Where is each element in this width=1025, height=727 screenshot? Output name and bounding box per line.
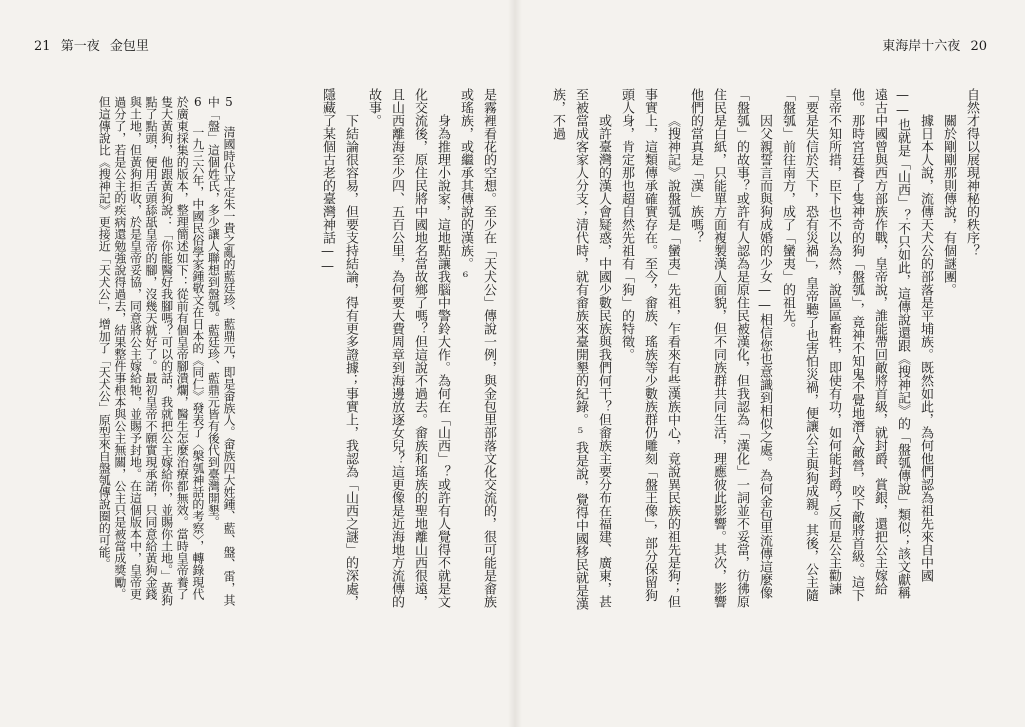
paragraph: 據日本人說，流傳天犬公的部落是平埔族。既然如此，為何他們認為祖先來自中國——也就是「山西」？不只如此，這傳說還跟《搜神記》的「盤瓠傳說」類似；該文獻稱遠古中國曾與西方部族作戰，皇帝說，誰能帶回敵將首級，就封爵、賞銀，還把公主嫁給他。那時宮廷養了隻神奇的狗「盤瓠」，竟神不知鬼不覺地潛入敵營，咬下敵將首級。這下皇帝不知所措，臣下也不以為然，說區區畜牲，即使有功，如何能封爵？反而是公主勸諫「要是失信於天下，恐有災禍」，皇帝聽了也害怕災禍，便讓公主與狗成親。其後，公主隨「盤瓠」前往南方，成了「蠻夷」的祖先。 bbox=[780, 88, 933, 602]
book-gutter bbox=[508, 0, 522, 727]
footnote-text: 清國時代平定朱一貴之亂的藍廷珍、藍鼎元，即是畲族人。畲族四大姓鍾、藍、盤、雷，其中「盤」這個姓氏，多少讓人聯想到盤瓠。藍廷珍、藍鼎元皆有後代到臺灣開墾。 bbox=[206, 96, 236, 606]
left-page-header bbox=[34, 40, 155, 54]
footnote-number: 5 bbox=[225, 96, 233, 108]
footnote-text: 一九三六年，中國民俗學家鍾敬文在日本的《同仁》發表了〈槃瓠神話的考察〉，轉錄現代於廣東採集的版本，整理簡述如下：從前有個皇帝腳潰爛，醫生怎麼治療都無效。當時皇帝養了隻大黃狗，他跟黃狗說：「你能醫好我腳嗎？可以的話，我就把公主嫁給你，並賜你土地。」黃狗點了點頭，便用舌頭舔舐皇帝的腳，沒幾天就好了。最初皇帝不願實現承諾，只同意給黃狗金錢與土地，但黃狗拒收，於是皇帝妥協，同意將公主嫁給牠，並賜予封地。在這個版本中，皇帝更過分了，若是公主的疾病還勉強說得過去，結果整件事根本與公主無關，公主只是被當成獎勵。但這傳說比《搜神記》更接近「天犬公」，增加了「天犬公」原型來自盤瓠傳說圈的可能。 bbox=[97, 96, 205, 606]
paragraph: 關於剛剛那則傳說，有個謎團。 bbox=[941, 114, 956, 296]
right-page-body bbox=[537, 88, 983, 610]
paragraph: 自然才得以展現神秘的秩序？ bbox=[964, 88, 979, 257]
footnote-6 bbox=[96, 96, 205, 611]
footnote-number: 6 bbox=[193, 96, 202, 108]
paragraph: 或許臺灣的漢人會疑惑，中國少數民族與我們何干？但畲族主要分布在福建、廣東，甚至被當成客家人分支；清代時，就有畲族來臺開墾的紀錄。⁵我是說，覺得中國移民就是漢族，不過 bbox=[550, 88, 611, 610]
paragraph: 身為推理小說家，這地點讓我腦中警鈴大作。為何在「山西」？或許有人覺得不就是文化交流後，原住民將中國地名當故鄉了嗎？但這說不過去。畲族和瑤族的聖地離山西很遠，且山西離海至少四、五百公里，為何要大費周章到海邊放逐女兒？這更像是近海地方流傳的故事。 bbox=[366, 88, 450, 608]
book-title: 東海岸十六夜 bbox=[882, 39, 961, 54]
left-page-body bbox=[246, 88, 500, 610]
paragraph: 因父親誓言而與狗成婚的少女——相信您也意識到相似之處。為何金包里流傳這麼像「盤瓠」的故事？或許有人認為是原住民被漢化，但我認為「漢化」一詞並不妥當，彷彿原住民是白紙，只能單方面複製漢人面貌，但不同族群共同生活，理應彼此影響。其次，影響他們的當真是「漢」族嗎？ bbox=[688, 88, 772, 608]
footnote-5 bbox=[205, 96, 236, 611]
left-page-number: 21 bbox=[34, 39, 51, 54]
paragraph: 下結論很容易，但要支持結論，得有更多證據；事實上，我認為「山西之謎」的深處，隱藏了某個古老的臺灣神話—— bbox=[320, 88, 358, 608]
chapter-label: 第一夜 bbox=[60, 39, 100, 54]
paragraph: 《搜神記》說盤瓠是「蠻夷」先祖，乍看來有些漢族中心，竟說異民族的祖先是狗；但事實上，這類傳承確實存在。至今，畲族、瑤族等少數族群仍雕刻「盤王像」，部分保留狗頭人身，肯定那也超自然先祖有「狗」的特徵。 bbox=[619, 88, 680, 608]
right-page-number: 20 bbox=[970, 39, 987, 54]
footnotes-section bbox=[56, 96, 236, 611]
right-page-header bbox=[876, 40, 987, 54]
chapter-title: 金包里 bbox=[109, 39, 149, 54]
paragraph: 是霧裡看花的空想。至少在「天犬公」傳說一例，與金包里部落文化交流的，很可能是畲族或瑤族，或繼承其傳說的漢族。⁶ bbox=[458, 88, 496, 608]
